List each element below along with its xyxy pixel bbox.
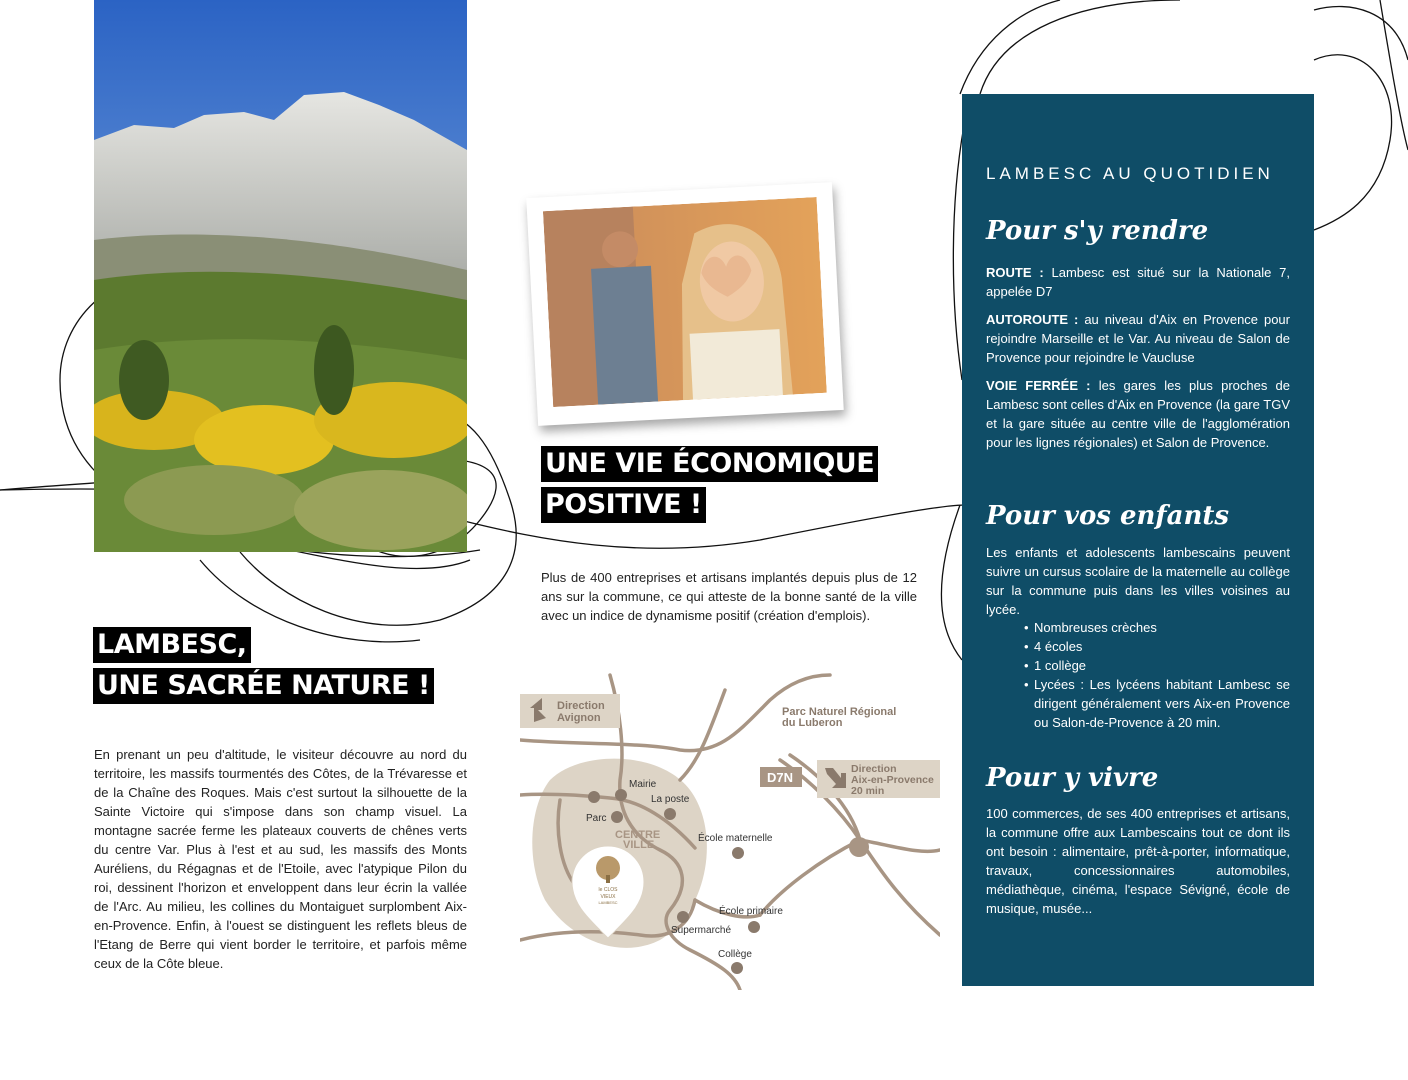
roundabout [849, 837, 869, 857]
mail-icon [664, 808, 676, 820]
direction-avignon-label-2: Avignon [557, 712, 601, 724]
lambesc-quotidien-panel [962, 94, 1314, 986]
park-tree-icon [611, 811, 623, 823]
shopping-cart-icon [677, 911, 689, 923]
nature-paragraph: En prenant un peu d'altitude, le visiteur découvre au nord du territoire, les massifs tourmentés des Côtes, de la Trévaresse et de la Chaîne des Roques. Mais c'est surtout la silhouette de la Sainte Victoire qui s'impose dans son champ visuel. La montagne sacrée ferme les plateaux couverts de chênes verts du centre Var. Plus à l'est et au sud, les massifs des Monts Auréliens, du Régagnas et de l'Etoile, avec l'atypique Pilon du roi, dessinent l'horizon et enveloppent dans leur écrin la vallée de l'Arc. Au milieu, les collines du Montaiguet surplombent Aix-en-Provence. Enfin, à l'ouest se distinguent les reflets bleus de l'Etang de Berre qui vient border le territoire, et parfois même ceux de la Côte bleue. [94, 747, 467, 971]
poste-label: La poste [651, 794, 690, 805]
road-label: D7N [767, 770, 794, 785]
section-title-sy-rendre: Pour s'y rendre [986, 216, 1209, 246]
nature-headline-line-2: UNE SACRÉE NATURE ! [93, 668, 434, 704]
supermarche-label: Supermarché [671, 925, 732, 936]
map-drawing [520, 670, 940, 990]
list-item: • 1 collège [1024, 656, 1290, 675]
direction-aix-label-2: Aix-en-Provence [851, 774, 934, 786]
autoroute-label: AUTOROUTE : [986, 312, 1079, 327]
nature-headline-line-1: LAMBESC, [93, 627, 251, 663]
mairie-label: Mairie [629, 779, 657, 790]
list-item: • Lycées : Les lycéens habitant Lambesc se dirigent généralement vers Aix-en Provence ou Salon-de-Provence à 20 min. [1024, 675, 1290, 732]
ecole-primaire-label: École primaire [719, 906, 783, 917]
vivre-paragraph: 100 commerces, de ses 400 entreprises et artisans, la commune offre aux Lambescains tout ce dont ils ont besoin : alimentaire, prêt-à-porter, informatique, travaux, concessionnaires automobiles, médiathèque, cinéma, l'espace Sévigné, école de musique, musée... [986, 806, 1290, 916]
logo-text-3: LAMBESC [598, 900, 618, 905]
direction-aix-label-3: 20 min [851, 785, 885, 797]
parc-luberon-label-1: Parc Naturel Régional [782, 706, 897, 718]
polaroid-photo-frame [526, 182, 844, 426]
mountain-landscape-image [94, 0, 467, 552]
section-title-enfants: Pour vos enfants [986, 501, 1230, 531]
mairie-building-icon [615, 789, 627, 801]
economie-paragraph: Plus de 400 entreprises et artisans implantés depuis plus de 12 ans sur la commune, ce qui atteste de la bonne santé de la ville avec un indice de dynamisme positif (création d'emplois). [541, 570, 917, 623]
mairie-tree-icon [588, 791, 600, 803]
logo-text-2: VIEUX [600, 894, 616, 900]
economie-headline-line-2: POSITIVE ! [541, 487, 706, 523]
couple-photo-image [543, 197, 827, 407]
economie-headline-line-1: UNE VIE ÉCONOMIQUE [541, 446, 878, 482]
parc-label: Parc [586, 813, 607, 824]
route-text: Lambesc est situé sur la Nationale 7, appelée D7 [986, 265, 1290, 299]
route-label: ROUTE : [986, 265, 1044, 280]
direction-aix-label-1: Direction [851, 763, 897, 775]
college-label: Collège [718, 949, 752, 960]
parc-luberon-label-2: du Luberon [782, 717, 843, 729]
voie-ferree-text: les gares les plus proches de Lambesc sont celles d'Aix en Provence (la gare TGV et la gare située au centre ville de l'agglomération pour les lignes régionales) et Salon de Provence. [986, 378, 1290, 450]
location-map [520, 670, 940, 990]
enfants-list [1024, 618, 1290, 732]
voie-ferree-label: VOIE FERRÉE : [986, 378, 1091, 393]
school-icon [732, 847, 744, 859]
couple-heart-photo [543, 197, 827, 407]
school-icon [748, 921, 760, 933]
logo-text-1: le CLOS [598, 887, 618, 893]
voie-ferree-paragraph [986, 376, 1290, 452]
direction-avignon-label-1: Direction [557, 700, 605, 712]
section-title-y-vivre: Pour y vivre [986, 763, 1159, 793]
college-icon [731, 962, 743, 974]
olive-tree-trunk [606, 875, 610, 883]
mountain-landscape-photo [94, 0, 467, 552]
autoroute-text: au niveau d'Aix en Provence pour rejoindre Marseille et le Var. Au niveau de Salon de Provence pour rejoindre le Vaucluse [986, 312, 1290, 365]
list-item: • 4 écoles [1024, 637, 1290, 656]
route-paragraph [986, 263, 1290, 301]
centre-ville-label-2: VILLE [623, 839, 655, 851]
centre-ville-label-1: CENTRE [615, 829, 661, 841]
list-item: • Nombreuses crèches [1024, 618, 1290, 637]
panel-eyebrow: LAMBESC AU QUOTIDIEN [986, 164, 1274, 183]
ecole-maternelle-label: École maternelle [698, 833, 773, 844]
enfants-paragraph: Les enfants et adolescents lambescains peuvent suivre un cursus scolaire de la maternelle au collège sur la commune puis dans les villes voisines au lycée. [986, 545, 1290, 617]
autoroute-paragraph [986, 310, 1290, 367]
